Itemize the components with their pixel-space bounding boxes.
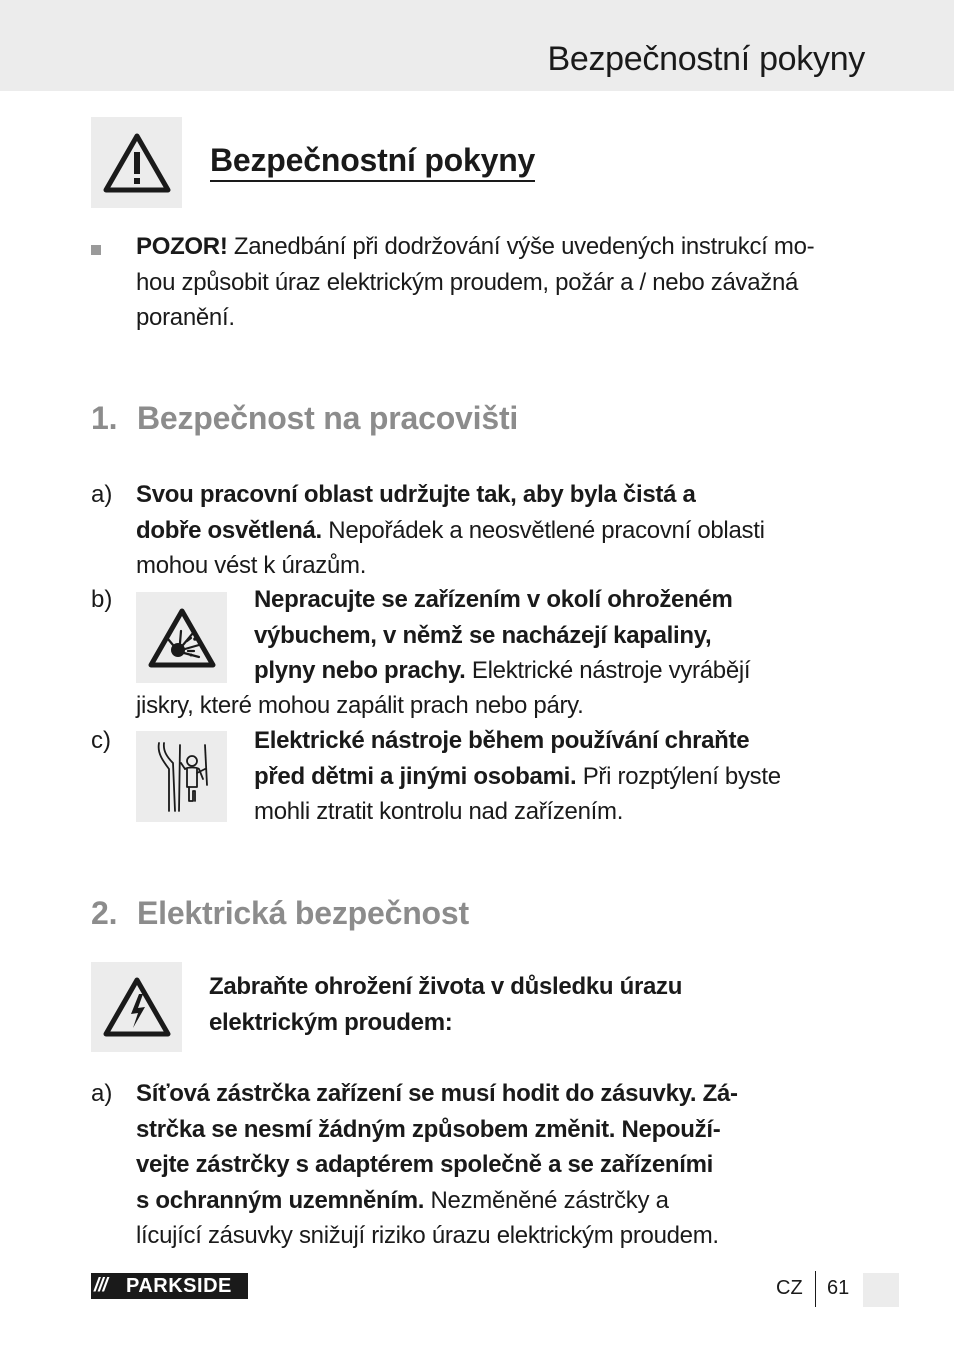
section1-title: Bezpečnost na pracovišti	[137, 400, 519, 436]
warning-label: POZOR!	[136, 233, 228, 260]
section1-item-a	[136, 477, 765, 584]
section2-warning-line1: Zabraňte ohrožení života v důsledku úrazu	[209, 973, 683, 1000]
item-letter: b)	[91, 586, 113, 613]
s2-item-a-line2: strčka se nesmí žádným způsobem změnit. Nepouží-	[136, 1115, 721, 1143]
item-a-line3: mohou vést k úrazům.	[136, 552, 367, 579]
section2-title: Elektrická bezpečnost	[137, 895, 469, 931]
s2-item-a-line4-bold: s ochranným uzemněním.	[136, 1186, 425, 1214]
item-letter: a)	[91, 481, 113, 508]
item-c-line1: Elektrické nástroje během používání chraňte	[254, 727, 750, 754]
s2-item-a-line5: lícující zásuvky snižují riziko úrazu elektrickým proudem.	[136, 1222, 719, 1249]
brand-slashes: ///	[94, 1275, 107, 1296]
item-c-line2-bold: před dětmi a jinými osobami.	[254, 762, 577, 790]
section1-item-c	[254, 723, 781, 830]
item-c-line2-rest: Při rozptýlení byste	[576, 762, 781, 790]
footer-divider	[815, 1271, 816, 1307]
item-c-line3: mohli ztratit kontrolu nad zařízením.	[254, 798, 624, 825]
header-title: Bezpečnostní pokyny	[547, 40, 865, 78]
page-header	[0, 0, 954, 91]
section1-number: 1.	[91, 400, 118, 436]
item-b-line4: jiskry, které mohou zapálit prach nebo páry.	[136, 692, 584, 719]
section2-warning-line2: elektrickým proudem:	[209, 1008, 453, 1036]
item-b-line2: výbuchem, v němž se nacházejí kapaliny,	[254, 621, 712, 649]
warning-triangle-icon	[91, 117, 182, 208]
warning-paragraph	[136, 229, 814, 336]
s2-item-a-line1: Síťová zástrčka zařízení se musí hodit do zásuvky. Zá-	[136, 1080, 738, 1107]
warning-line2: hou způsobit úraz elektrickým proudem, požár a / nebo závažná	[136, 268, 799, 296]
section2-warning	[209, 969, 682, 1040]
item-a-line1: Svou pracovní oblast udržujte tak, aby byla čistá a	[136, 481, 696, 508]
bullet-square	[91, 245, 101, 255]
section2-item-a	[136, 1076, 738, 1254]
parkside-logo	[91, 1273, 248, 1299]
item-a-line2-rest: Nepořádek a neosvětlené pracovní oblasti	[321, 516, 765, 544]
keep-children-away-icon	[136, 731, 227, 822]
item-letter: c)	[91, 727, 111, 754]
section1-heading	[91, 400, 791, 440]
footer-tab	[863, 1273, 899, 1307]
item-b-line1: Nepracujte se zařízením v okolí ohroženém	[254, 586, 733, 613]
item-letter: a)	[91, 1080, 113, 1107]
brand-name: PARKSIDE	[126, 1274, 232, 1297]
footer-language: CZ	[776, 1277, 803, 1299]
page-number: 61	[827, 1277, 850, 1299]
section2-number: 2.	[91, 895, 118, 931]
item-b-line3-bold: plyny nebo prachy.	[254, 657, 466, 684]
section1-item-b	[254, 582, 750, 689]
warning-line1: Zanedbání při dodržování výše uvedených instrukcí mo-	[227, 233, 815, 260]
warning-line3: poranění.	[136, 304, 235, 331]
page-title: Bezpečnostní pokyny	[210, 142, 535, 182]
explosion-hazard-icon	[136, 592, 227, 683]
electric-shock-icon	[91, 962, 182, 1052]
item-a-line2-bold: dobře osvětlená.	[136, 516, 322, 544]
item-b-line3-rest: Elektrické nástroje vyrábějí	[465, 657, 751, 684]
section2-heading	[91, 895, 791, 935]
s2-item-a-line4-rest: Nezměněné zástrčky a	[424, 1186, 669, 1214]
s2-item-a-line3: vejte zástrčky s adaptérem společně a se zařízeními	[136, 1151, 714, 1178]
